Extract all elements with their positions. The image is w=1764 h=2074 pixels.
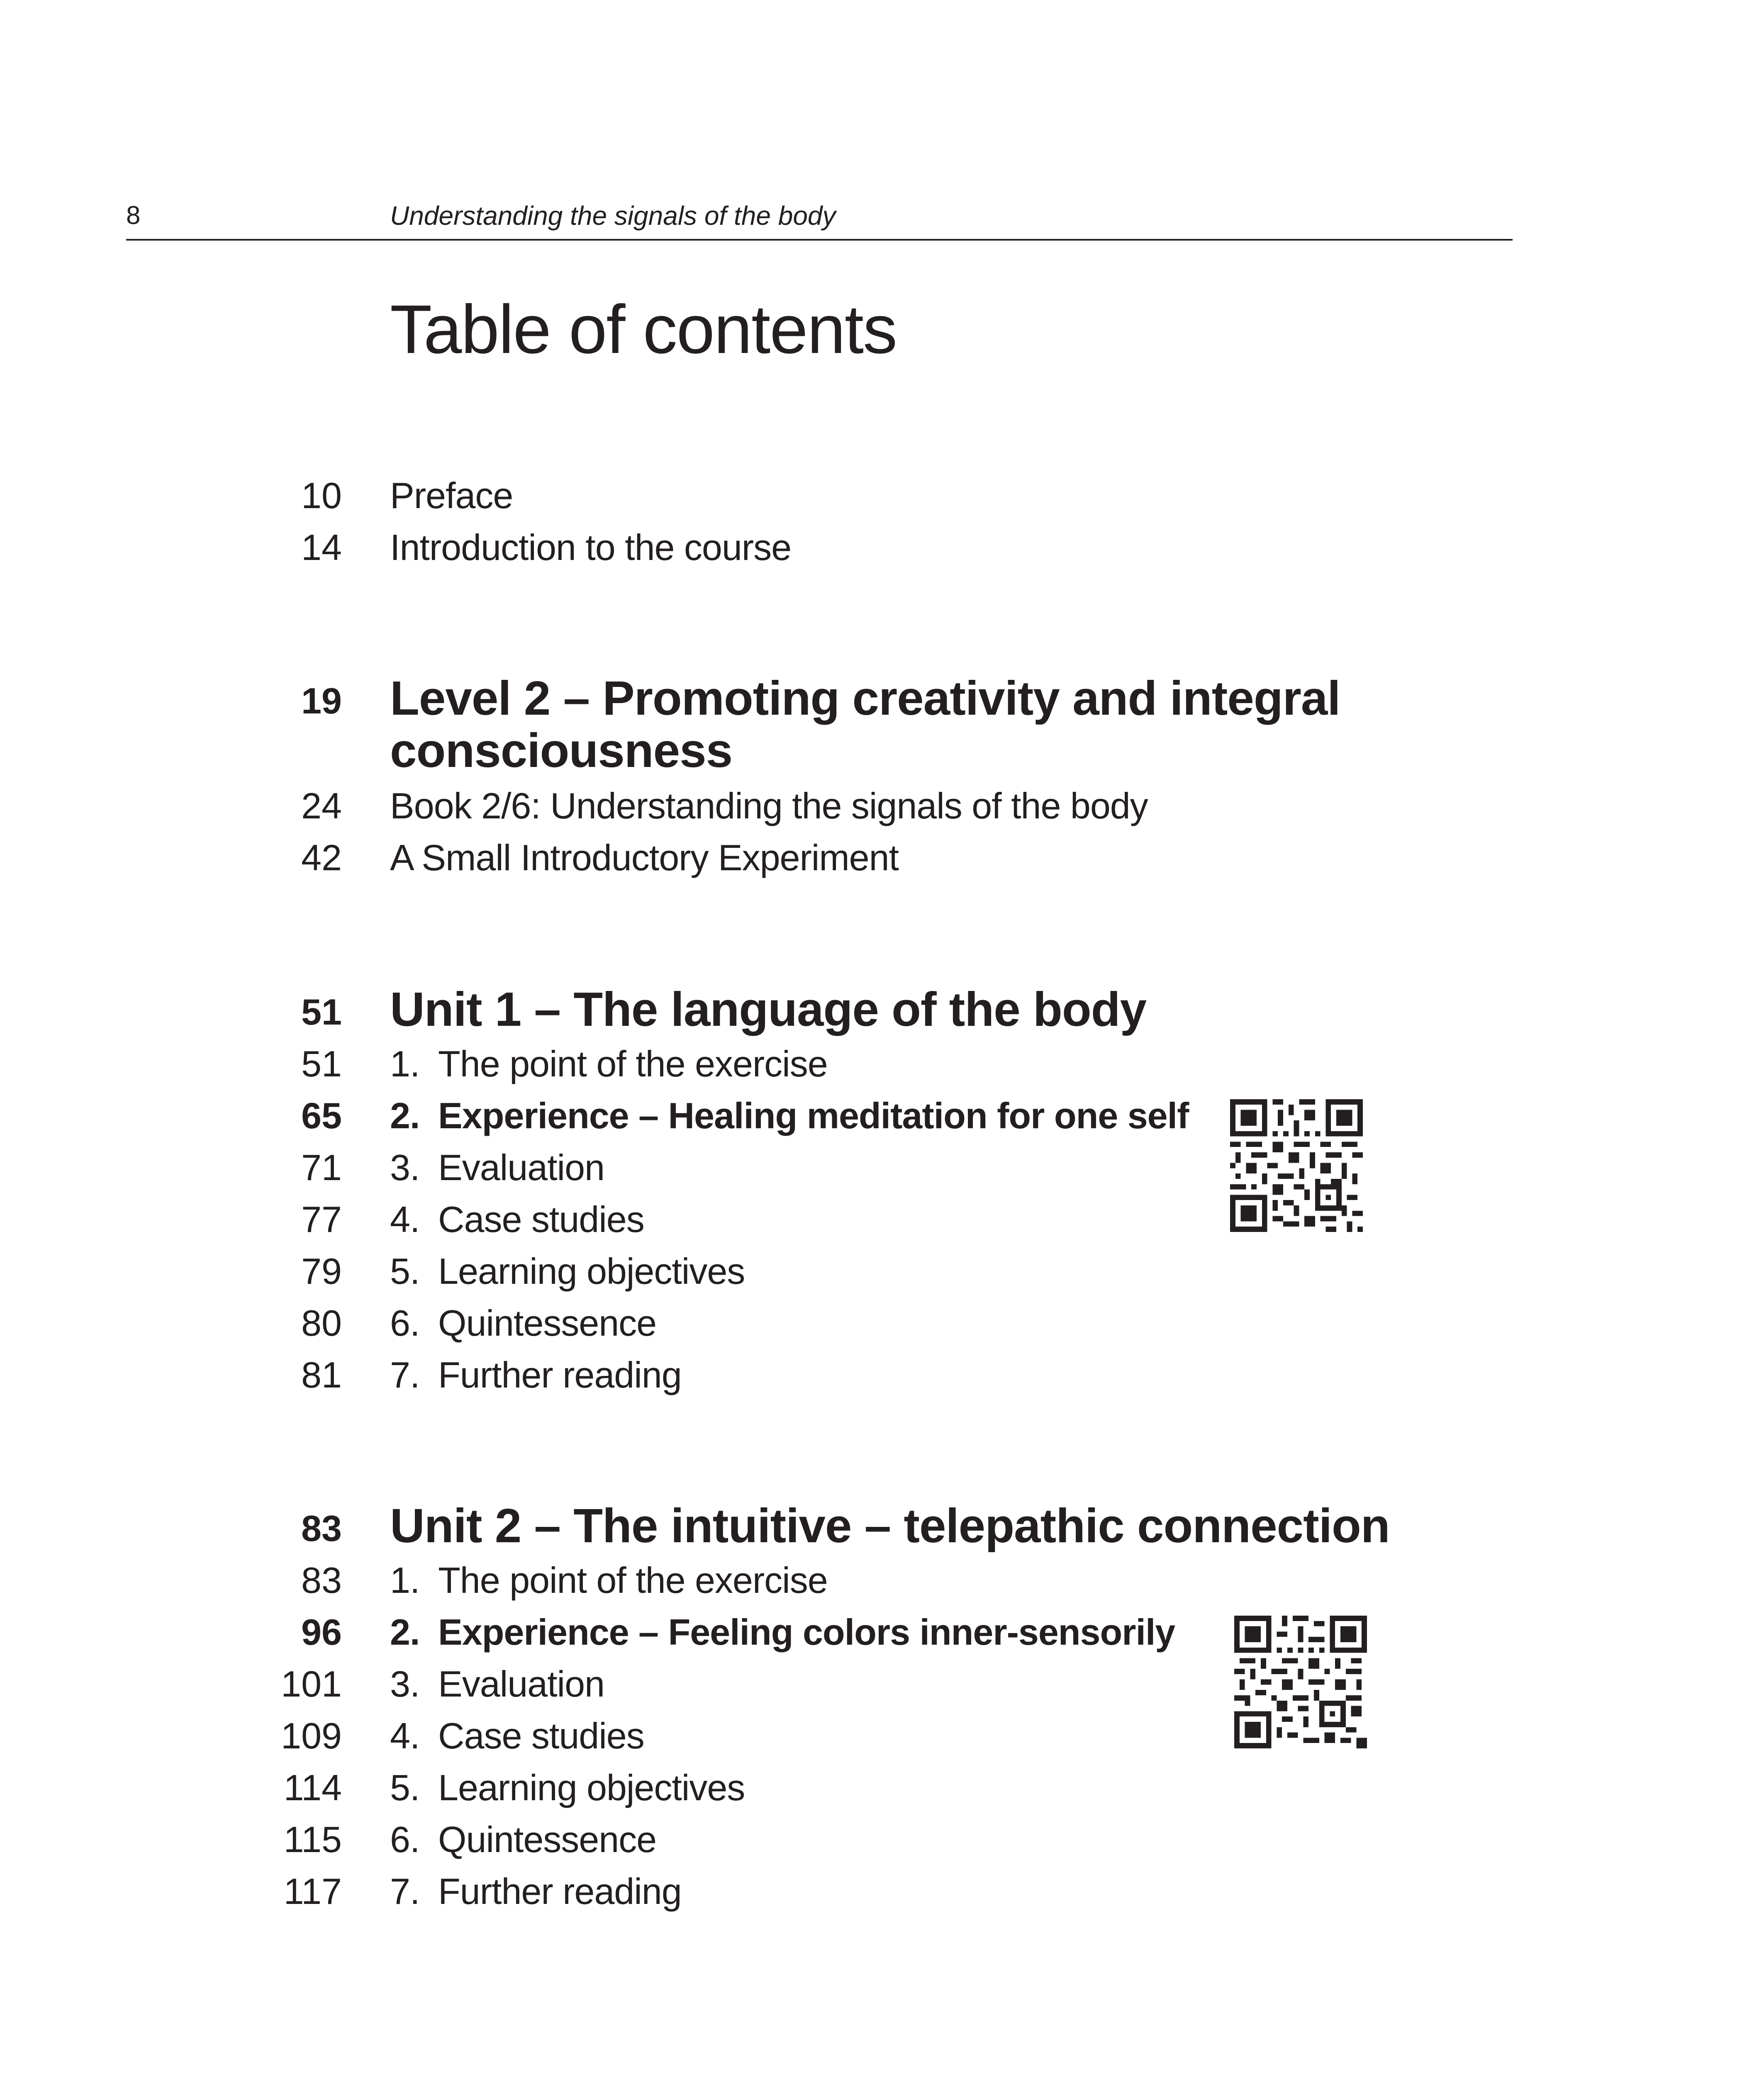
toc-entry-title: Case studies bbox=[438, 1715, 644, 1756]
toc-entry[interactable] bbox=[232, 1246, 1435, 1296]
toc-entry-number: 5. bbox=[390, 1767, 420, 1808]
toc-page-number: 19 bbox=[301, 680, 342, 721]
toc-page-number: 24 bbox=[301, 785, 342, 826]
toc-entry-number: 1. bbox=[390, 1560, 420, 1601]
toc-entry-number: 4. bbox=[390, 1199, 420, 1240]
qr-code-icon[interactable] bbox=[1234, 1616, 1367, 1748]
running-title: Understanding the signals of the body bbox=[390, 201, 836, 231]
toc-entry-title: Introduction to the course bbox=[390, 527, 792, 568]
toc-entry-title: Experience – Healing meditation for one self bbox=[438, 1095, 1189, 1136]
toc-entry-title: Case studies bbox=[438, 1199, 644, 1240]
toc-page-number: 79 bbox=[301, 1251, 342, 1292]
toc-page-number: 65 bbox=[301, 1095, 342, 1136]
toc-page-number: 83 bbox=[301, 1508, 342, 1549]
toc-entry-number: 4. bbox=[390, 1715, 420, 1756]
toc-entry-number: 6. bbox=[390, 1302, 420, 1344]
toc-entry-title: Quintessence bbox=[438, 1302, 657, 1344]
toc-page-number: 14 bbox=[301, 527, 342, 568]
toc-entry-title: The point of the exercise bbox=[438, 1560, 828, 1601]
toc-entry-number: 2. bbox=[390, 1095, 420, 1136]
toc-page-number: 51 bbox=[301, 991, 342, 1032]
toc-page-number: 114 bbox=[283, 1767, 342, 1808]
toc-entry[interactable] bbox=[232, 523, 1435, 572]
toc-page-number: 51 bbox=[301, 1043, 342, 1084]
toc-page-number: 71 bbox=[301, 1147, 342, 1188]
toc-entry-number: 3. bbox=[390, 1663, 420, 1704]
toc-heading-title: Level 2 – Promoting creativity and integral consciousness bbox=[390, 671, 1340, 777]
toc-entry-title: Further reading bbox=[438, 1354, 682, 1395]
toc-page-number: 42 bbox=[301, 837, 342, 878]
toc-entry[interactable] bbox=[232, 833, 1435, 883]
toc-entry[interactable] bbox=[232, 1867, 1435, 1916]
toc-entry-title: A Small Introductory Experiment bbox=[390, 837, 899, 878]
toc-entry-title: Evaluation bbox=[438, 1663, 604, 1704]
toc-entry-title: Preface bbox=[390, 475, 513, 516]
toc-level-heading[interactable] bbox=[232, 672, 1435, 788]
toc-entry-title: Quintessence bbox=[438, 1819, 657, 1860]
toc-entry-number: 6. bbox=[390, 1819, 420, 1860]
toc-entry-title: Learning objectives bbox=[438, 1767, 745, 1808]
toc-entry[interactable] bbox=[232, 1556, 1435, 1605]
toc-entry[interactable] bbox=[232, 1298, 1435, 1348]
qr-code-icon[interactable] bbox=[1230, 1099, 1363, 1232]
toc-entry-number: 1. bbox=[390, 1043, 420, 1084]
toc-entry[interactable] bbox=[232, 1039, 1435, 1089]
toc-entry[interactable] bbox=[232, 781, 1435, 831]
page-title: Table of contents bbox=[390, 291, 897, 368]
toc-page-number: 80 bbox=[301, 1302, 342, 1344]
running-header bbox=[126, 195, 1513, 241]
toc-page-number: 117 bbox=[283, 1871, 342, 1912]
toc-page-number: 83 bbox=[301, 1560, 342, 1601]
toc-page-number: 109 bbox=[281, 1715, 342, 1756]
toc-page-number: 96 bbox=[301, 1611, 342, 1653]
toc-page-number: 81 bbox=[301, 1354, 342, 1395]
toc-entry[interactable] bbox=[232, 1763, 1435, 1813]
toc-entry-number: 5. bbox=[390, 1251, 420, 1292]
toc-entry[interactable] bbox=[232, 1350, 1435, 1400]
toc-heading-title: Unit 1 – The language of the body bbox=[390, 982, 1147, 1036]
toc-page-number: 115 bbox=[283, 1819, 342, 1860]
page-number: 8 bbox=[126, 201, 141, 230]
toc-page-number: 101 bbox=[281, 1663, 342, 1704]
toc-unit-heading[interactable] bbox=[232, 1500, 1435, 1558]
toc-page-number: 10 bbox=[301, 475, 342, 516]
toc-entry-title: Book 2/6: Understanding the signals of the body bbox=[390, 785, 1148, 826]
toc-entry-title: Evaluation bbox=[438, 1147, 604, 1188]
toc-unit-heading[interactable] bbox=[232, 983, 1435, 1041]
toc-entry-number: 3. bbox=[390, 1147, 420, 1188]
toc-entry-title: Learning objectives bbox=[438, 1251, 745, 1292]
toc-page-number: 77 bbox=[301, 1199, 342, 1240]
toc-heading-title: Unit 2 – The intuitive – telepathic connection bbox=[390, 1499, 1390, 1553]
toc-entry[interactable] bbox=[232, 471, 1435, 521]
toc-entry-number: 2. bbox=[390, 1611, 420, 1653]
toc-entry-title: Further reading bbox=[438, 1871, 682, 1912]
toc-entry-number: 7. bbox=[390, 1871, 420, 1912]
toc-entry[interactable] bbox=[232, 1815, 1435, 1865]
toc-entry-number: 7. bbox=[390, 1354, 420, 1395]
toc-entry-title: Experience – Feeling colors inner-sensorily bbox=[438, 1611, 1175, 1653]
toc-entry-title: The point of the exercise bbox=[438, 1043, 828, 1084]
